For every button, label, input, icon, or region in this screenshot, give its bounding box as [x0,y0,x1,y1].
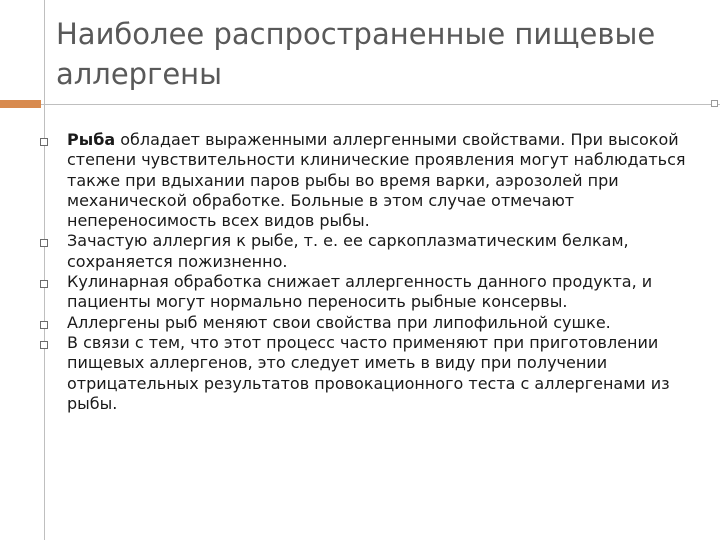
horizontal-divider [0,104,720,105]
hollow-square-bullet-icon [40,239,48,247]
accent-bar [0,100,41,108]
bullet-item [40,313,700,333]
bullet-text: Зачастую аллергия к рыбе, т. е. ее саркоплазматическим белкам, сохраняется пожизненно. [67,231,629,271]
bullet-bold-text: Рыба [67,130,116,149]
bullet-text: Кулинарная обработка снижает аллергенность данного продукта, и пациенты могут нормально переносить рыбные консервы. [67,272,653,312]
bullet-item [40,231,700,272]
hollow-square-bullet-icon [40,280,48,288]
bullet-list [40,130,700,414]
bullet-item [40,272,700,313]
corner-square-icon [711,100,718,107]
hollow-square-bullet-icon [40,138,48,146]
bullet-item [40,333,700,414]
bullet-text: Аллергены рыб меняют свои свойства при липофильной сушке. [67,312,611,332]
hollow-square-bullet-icon [40,341,48,349]
bullet-item [40,130,700,231]
bullet-text: обладает выраженными аллергенными свойствами. При высокой степени чувствительности клинические проявления могут наблюдаться также при вдыхании паров рыбы во время варки, аэрозолей при механической обработке. Больные в этом случае отмечают непереносимость всех видов рыбы. [67,130,686,231]
hollow-square-bullet-icon [40,321,48,329]
bullet-text: В связи с тем, что этот процесс часто применяют при приготовлении пищевых аллергенов, это следует иметь в виду при получении отрицательных результатов провокационного теста с аллергенами из рыбы. [67,332,670,413]
slide-title: Наиболее распространенные пищевые аллергены [56,17,656,91]
